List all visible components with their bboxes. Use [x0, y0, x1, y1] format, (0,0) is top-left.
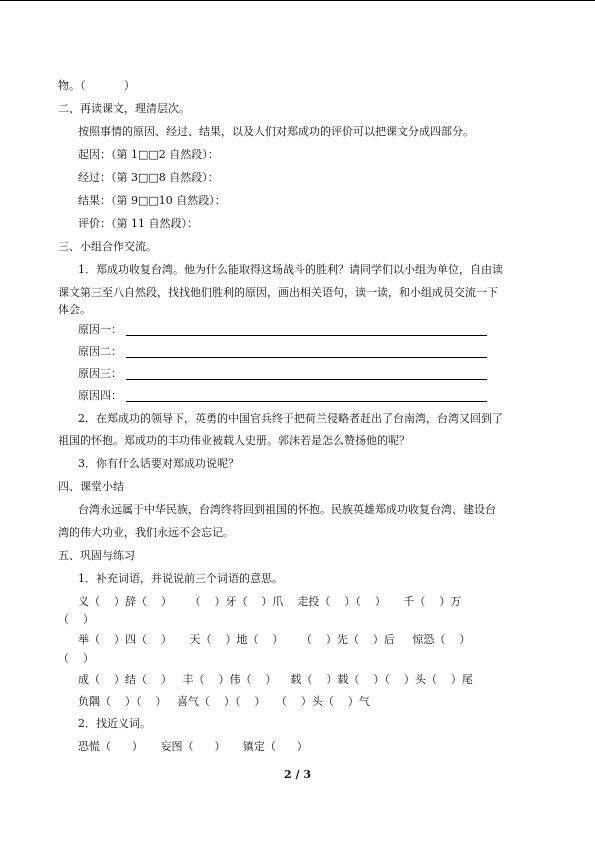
reason-label: 原因一： [78, 323, 122, 336]
answer-line [126, 379, 487, 380]
exercise-line: 义（ ）辞（ ） （ ）牙（ ）爪 走投（ ）（ ） 千（ ）万 [78, 595, 462, 608]
text-line: 1．郑成功收复台湾。他为什么能取得这场战斗的胜利？请同学们以小组为单位，自由读 [78, 263, 503, 276]
exercise-line: 负隅（ ）（ ） 喜气（ ）（ ） （ ）头（ ）气 [78, 695, 370, 708]
answer-line [126, 357, 487, 358]
answer-line [126, 335, 487, 336]
text-line: 评价：（第 11 自然段）： [78, 217, 198, 230]
text-line: 经过：（第 3□□8 自然段）： [78, 171, 219, 184]
exercise-line: 举（ ）四（ ） 天（ ）地（ ） （ ）先（ ）后 惊恐（ ） [78, 633, 471, 646]
text-line: 2．在郑成功的领导下，英勇的中国官兵终于把荷兰侵略者赶出了台南湾，台湾又回到了 [78, 412, 503, 425]
text-line: 按照事情的原因、经过、结果，以及人们对郑成功的评价可以把课文分成四部分。 [78, 125, 474, 138]
text-line: 1．补充词语，并说说前三个词语的意思。 [78, 572, 283, 585]
section-heading-2: 二、再读课文，理清层次。 [58, 102, 190, 115]
reason-label: 原因二： [78, 345, 122, 358]
reason-label: 原因四： [78, 389, 122, 402]
exercise-line: 成（ ）结（ ） 丰（ ）伟（ ） 载（ ）载（ ）（ ）头（ ）尾 [78, 673, 473, 686]
text-line: 祖国的怀抱。郑成功的丰功伟业被载人史册。郭沫若是怎么赞扬他的呢？ [58, 434, 410, 447]
section-heading-5: 五、巩固与练习 [58, 549, 135, 562]
section-heading-3: 三、小组合作交流。 [58, 240, 157, 253]
page-number: 2 / 3 [284, 768, 311, 781]
text-line: 起因：（第 1□□2 自然段）： [78, 148, 219, 161]
exercise-line: （ ） [58, 613, 94, 626]
text-line: 3．你有什么话要对郑成功说呢？ [78, 457, 239, 470]
exercise-line: 恐慌（ ） 妄图（ ） 镇定（ ） [78, 740, 308, 753]
page-top-border [0, 0, 595, 1]
exercise-line: （ ） [58, 652, 94, 665]
reason-label: 原因三： [78, 367, 122, 380]
text-line: 2．找近义词。 [78, 717, 151, 730]
text-line: 体会。 [58, 303, 91, 316]
text-line: 课文第三至八自然段，找找他们胜利的原因，画出相关语句，读一读，和小组成员交流一下 [58, 286, 498, 299]
text-line: 湾的伟大功业，我们永远不会忘记。 [58, 526, 234, 539]
answer-line [126, 401, 487, 402]
text-line: 台湾永远属于中华民族，台湾终将回到祖国的怀抱。民族英雄郑成功收复台湾、建设台 [78, 503, 496, 516]
text-line: 物。（ ） [58, 79, 135, 92]
text-line: 结果：（第 9□□10 自然段）： [78, 194, 226, 207]
section-heading-4: 四、课堂小结 [58, 480, 124, 493]
